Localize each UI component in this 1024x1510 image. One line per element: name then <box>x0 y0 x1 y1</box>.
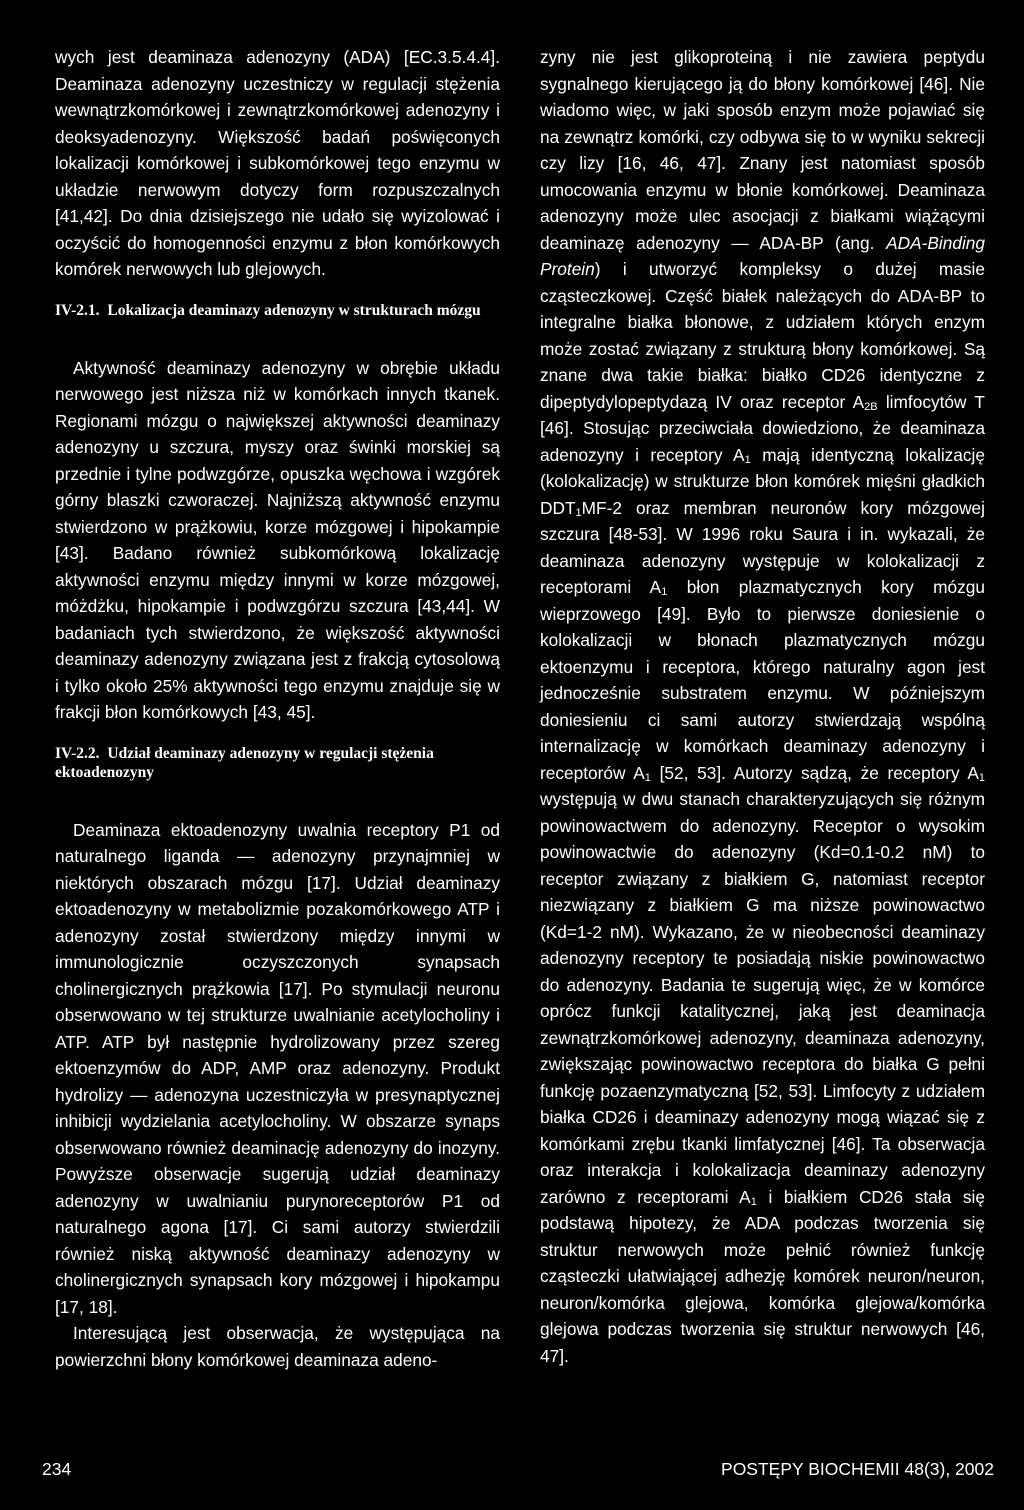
section-title: Udział deaminazy adenozyny w regulacji stężenia ektoadenozyny <box>55 744 434 781</box>
text-run: zyny nie jest glikoproteiną i nie zawiera peptydu sygnalnego kierującego ją do błony komórkowej [46]. Nie wiadomo więc, w jaki sposób enzym może pojawiać się na zewnątrz komórki, czy odbywa się to w wyniku sekrecji czy lizy [16, 46, 47]. Znany jest natomiast sposób umocowania enzymu w błonie komórkowej. Deaminaza adenozyny może ulec asocjacji z białkami wiążącymi deaminazę adenozyny — ADA-BP (ang. <box>540 47 985 253</box>
section-title: Lokalizacja deaminazy adenozyny w strukturach mózgu <box>107 301 481 319</box>
right-column <box>540 44 985 1369</box>
section-heading <box>55 744 500 782</box>
text-run: błon plazmatycznych kory mózgu wieprzowego [49]. Było to pierwsze doniesienie o kolokalizacji w błonach plazmatycznych mózgu ektoenzymu i receptora, którego naturalny agon jest jednocześnie substratem enzymu. W późniejszym doniesieniu ci sami autorzy stwierdzają wspólną internalizację w komórkach deaminazy adenozyny i receptorów A <box>540 577 985 783</box>
journal-citation: POSTĘPY BIOCHEMII 48(3), 2002 <box>721 1459 994 1479</box>
left-column <box>55 44 500 1373</box>
subscript: 1 <box>661 586 668 598</box>
italic-term: ADA-Binding Protein <box>540 232 985 279</box>
section-number: IV-2.1. <box>55 301 100 319</box>
paragraph: Deaminaza ektoadenozyny uwalnia receptory P1 od naturalnego liganda — adenozyny przynajmniej w niektórych obszarach mózgu [17]. Udział deaminazy ektoadenozyny w metabolizmie pozakomórkowego ATP i adenozyny został stwierdzony między innymi w immunologicznie oczyszczonych synapsach cholinergicznych prążkowia [17]. Po stymulacji neuronu obserwowano w tej strukturze uwalnianie acetylocholiny i ATP. ATP był następnie hydrolizowany przez szereg ektoenzymów do ADP, AMP oraz adenozyny. Produkt hydrolizy — adenozyna uczestniczyła w presynaptycznej inhibicji wydzielania acetylocholiny. W obszarze synaps obserwowano również deaminację adenozyny do inozyny. Powyższe obserwacje sugerują udział deaminazy adenozyny w uwalnianiu purynoreceptorów P1 od naturalnego agona [17]. Ci sami autorzy stwierdzili również niską aktywność deaminazy adenozyny w cholinergicznych synapsach kory mózgowej i hipokampu [17, 18]. <box>55 819 500 1317</box>
paragraph: Interesującą jest obserwacja, że występująca na powierzchni błony komórkowej deaminaza adeno- <box>55 1323 500 1370</box>
paragraph: Aktywność deaminazy adenozyny w obrębie układu nerwowego jest niższa niż w komórkach innych tkanek. Regionami mózgu o największej aktywności deaminazy adenozyny u szczura, myszy oraz świnki morskiej są przednie i tylne podwzgórze, opuszka węchowa i wzgórek górny blaszki czworaczej. Najniższą aktywność enzymu stwierdzono w prążkowiu, korze mózgowej i hipokampie [43]. Badano również subkomórkową lokalizację aktywności enzymu między innymi w korze mózgowej, móżdżku, hipokampie i podwzgórzu szczura [43,44]. W badaniach tych stwierdzono, że większość aktywności deaminazy adenozyny związana jest z frakcją cytosolową i tylko około 25% aktywności tego enzymu znajduje się w frakcji błon komórkowych [43, 45]. <box>55 357 500 722</box>
text-run: MF-2 oraz membran neuronów kory mózgowej szczura [48-53]. W 1996 roku Saura i in. wykazali, że deaminaza adenozyny występuje w kolokalizacji z receptorami A <box>540 497 985 597</box>
section-heading <box>55 301 500 320</box>
section-number: IV-2.2. <box>55 744 100 762</box>
text-run: limfocytów T [46]. Stosując przeciwciała dowiedziono, że deaminaza adenozyny i receptory A <box>540 391 985 465</box>
subscript: 1 <box>744 453 751 466</box>
text-run: [52, 53]. Autorzy sądzą, że receptory A <box>650 762 979 783</box>
text-run: mają identyczną lokalizację (kolokalizację) w strukturze błon komórek mięśni gładkich DDT <box>540 444 985 518</box>
subscript: 1 <box>750 1195 757 1208</box>
subscript: 1 <box>575 506 582 519</box>
subscript: 2B <box>864 400 878 413</box>
paragraph: wych jest deaminaza adenozyny (ADA) [EC.3.5.4.4]. Deaminaza adenozyny uczestniczy w regulacji stężenia wewnątrzkomórkowej i zewnątrzkomórkowej adenozyny i deoksyadenozyny. Większość badań poświęconych lokalizacji komórkowej i subkomórkowej tego enzymu w układzie nerwowym dotyczy form rozpuszczalnych [41,42]. Do dnia dzisiejszego nie udało się wyizolować i oczyścić do homogenności enzymu z błon komórkowych komórek nerwowych lub glejowych. <box>55 47 500 279</box>
page-number: 234 <box>42 1459 72 1479</box>
paragraph <box>540 44 985 1369</box>
text-run: i białkiem CD26 stała się podstawą hipotezy, że ADA podczas tworzenia się struktur nerwowych może pełnić również funkcję cząsteczki ułatwiającej adhezję komórek neuron/neuron, neuron/komórka glejowa, komórka glejowa/komórka glejowa podczas tworzenia się struktur nerwowych [46, 47]. <box>540 1186 985 1366</box>
subscript: 1 <box>978 771 985 784</box>
subscript: 1 <box>644 771 651 784</box>
text-run: występują w dwu stanach charakteryzujących się różnym powinowactwem do adenozyny. Receptor o wysokim powinowactwie do adenozyny (Kd=0.1-0.2 nM) to receptor związany z białkiem G, natomiast receptor niezwiązany z białkiem G ma niższe powinowactwo (Kd=1-2 nM). Wykazano, że w nieobecności deaminazy adenozyny receptory te posiadają niskie powinowactwo do adenozyny. Badania te sugerują więc, że w komórce oprócz funkcji katalitycznej, jaką jest deaminacja zewnątrzkomórkowej adenozyny, deaminaza adenozyny, zwiększając powinowactwo receptora do białka G pełni funkcję pozaenzymatyczną [52, 53]. Limfocyty z udziałem białka CD26 i deaminazy adenozyny mogą wiązać się z komórkami zrębu tkanki limfatycznej [46]. Ta obserwacja oraz interakcja i kolokalizacja deaminazy adenozyny zarówno z receptorami A <box>540 789 985 1207</box>
text-run: ) i utworzyć kompleksy o dużej masie cząsteczkowej. Część białek należących do ADA-BP to integralne białka błonowe, z udziałem których enzym może zostać związany z strukturą błony komórkowej. Są znane dwa takie białka: białko CD26 identyczne z dipeptydylopeptydazą IV oraz receptor A <box>540 259 985 412</box>
